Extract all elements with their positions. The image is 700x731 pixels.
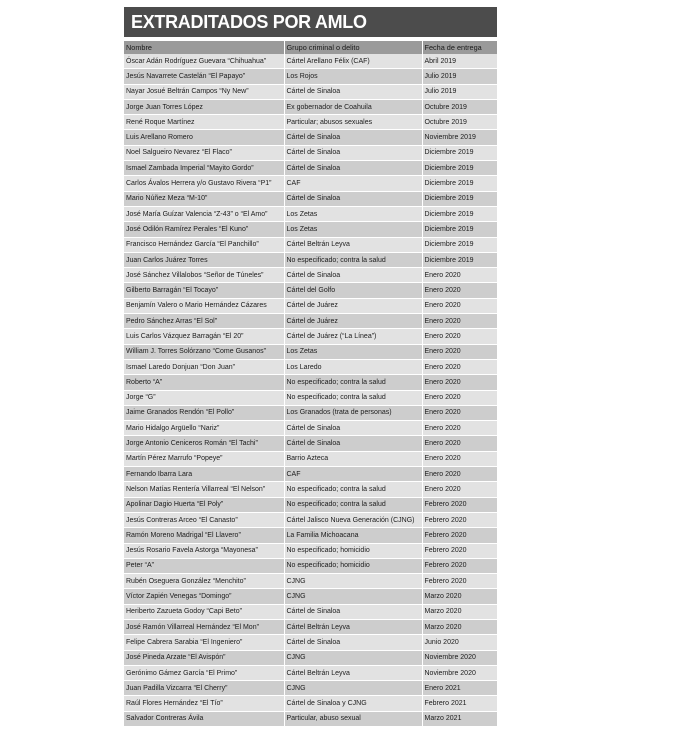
column-header-group: Grupo criminal o delito bbox=[284, 41, 422, 54]
cell-name: Rubén Oseguera González “Menchito” bbox=[124, 574, 284, 589]
cell-criminal-group: Los Zetas bbox=[284, 344, 422, 359]
column-header-name: Nombre bbox=[124, 41, 284, 54]
cell-criminal-group: Cártel de Sinaloa bbox=[284, 191, 422, 206]
cell-delivery-date: Febrero 2020 bbox=[422, 512, 497, 527]
cell-delivery-date: Enero 2020 bbox=[422, 451, 497, 466]
cell-name: William J. Torres Solórzano “Come Gusanos” bbox=[124, 344, 284, 359]
table-row bbox=[124, 375, 497, 390]
cell-name: Benjamín Valero o Mario Hernández Cázares bbox=[124, 298, 284, 313]
table-row bbox=[124, 268, 497, 283]
cell-delivery-date: Octubre 2019 bbox=[422, 99, 497, 114]
cell-name: José Sánchez Villalobos “Señor de Túneles” bbox=[124, 268, 284, 283]
cell-delivery-date: Enero 2020 bbox=[422, 375, 497, 390]
table-row bbox=[124, 130, 497, 145]
cell-delivery-date: Enero 2020 bbox=[422, 390, 497, 405]
cell-delivery-date: Marzo 2021 bbox=[422, 711, 497, 726]
cell-name: Jorge “G” bbox=[124, 390, 284, 405]
cell-delivery-date: Enero 2020 bbox=[422, 405, 497, 420]
cell-criminal-group: No especificado; homicidio bbox=[284, 558, 422, 573]
table-row bbox=[124, 497, 497, 512]
cell-criminal-group: Cártel de Sinaloa bbox=[284, 436, 422, 451]
table-row bbox=[124, 543, 497, 558]
table-row bbox=[124, 390, 497, 405]
cell-name: Mario Hidalgo Argüello “Nariz” bbox=[124, 421, 284, 436]
cell-name: Gilberto Barragán “El Tocayo” bbox=[124, 283, 284, 298]
table-row bbox=[124, 421, 497, 436]
cell-name: Juan Padilla Vizcarra “El Cherry” bbox=[124, 681, 284, 696]
cell-criminal-group: Cártel de Sinaloa bbox=[284, 84, 422, 99]
cell-delivery-date: Diciembre 2019 bbox=[422, 176, 497, 191]
cell-name: Carlos Ávalos Herrera y/o Gustavo Rivera “P1” bbox=[124, 176, 284, 191]
cell-criminal-group: La Familia Michoacana bbox=[284, 528, 422, 543]
cell-name: Jesús Navarrete Castelán “El Papayo” bbox=[124, 69, 284, 84]
cell-name: Mario Núñez Meza “M-10” bbox=[124, 191, 284, 206]
table-body bbox=[124, 54, 497, 727]
cell-name: Juan Carlos Juárez Torres bbox=[124, 252, 284, 267]
cell-criminal-group: No especificado; contra la salud bbox=[284, 375, 422, 390]
cell-criminal-group: No especificado; contra la salud bbox=[284, 497, 422, 512]
cell-name: José Pineda Arzate “El Avispón” bbox=[124, 650, 284, 665]
cell-delivery-date: Octubre 2019 bbox=[422, 115, 497, 130]
table-row bbox=[124, 99, 497, 114]
cell-name: Noel Salgueiro Nevarez “El Flaco” bbox=[124, 145, 284, 160]
cell-delivery-date: Marzo 2020 bbox=[422, 589, 497, 604]
cell-delivery-date: Diciembre 2019 bbox=[422, 206, 497, 221]
table-row bbox=[124, 696, 497, 711]
cell-delivery-date: Enero 2020 bbox=[422, 436, 497, 451]
cell-delivery-date: Diciembre 2019 bbox=[422, 222, 497, 237]
table-row bbox=[124, 436, 497, 451]
cell-name: Jorge Juan Torres López bbox=[124, 99, 284, 114]
cell-delivery-date: Enero 2020 bbox=[422, 329, 497, 344]
table-row bbox=[124, 54, 497, 69]
table-row bbox=[124, 665, 497, 680]
cell-criminal-group: Cártel Arellano Félix (CAF) bbox=[284, 54, 422, 69]
cell-criminal-group: Los Granados (trata de personas) bbox=[284, 405, 422, 420]
cell-delivery-date: Marzo 2020 bbox=[422, 619, 497, 634]
cell-delivery-date: Enero 2020 bbox=[422, 421, 497, 436]
table-row bbox=[124, 405, 497, 420]
cell-criminal-group: Cártel de Sinaloa bbox=[284, 268, 422, 283]
cell-name: Roberto “A” bbox=[124, 375, 284, 390]
cell-criminal-group: Cártel de Sinaloa y CJNG bbox=[284, 696, 422, 711]
cell-delivery-date: Noviembre 2020 bbox=[422, 665, 497, 680]
cell-name: Salvador Contreras Ávila bbox=[124, 711, 284, 726]
table-row bbox=[124, 237, 497, 252]
table-row bbox=[124, 359, 497, 374]
cell-name: Heriberto Zazueta Godoy “Capi Beto” bbox=[124, 604, 284, 619]
table-row bbox=[124, 176, 497, 191]
table-row bbox=[124, 84, 497, 99]
cell-criminal-group: Particular, abuso sexual bbox=[284, 711, 422, 726]
cell-criminal-group: Cártel de Sinaloa bbox=[284, 130, 422, 145]
cell-name: Francisco Hernández García “El Panchillo” bbox=[124, 237, 284, 252]
cell-criminal-group: CJNG bbox=[284, 574, 422, 589]
cell-delivery-date: Enero 2020 bbox=[422, 467, 497, 482]
cell-criminal-group: Cártel de Sinaloa bbox=[284, 161, 422, 176]
cell-criminal-group: CJNG bbox=[284, 589, 422, 604]
table-row bbox=[124, 650, 497, 665]
cell-delivery-date: Julio 2019 bbox=[422, 84, 497, 99]
cell-delivery-date: Febrero 2021 bbox=[422, 696, 497, 711]
cell-criminal-group: Cártel de Sinaloa bbox=[284, 604, 422, 619]
cell-name: Jaime Granados Rendón “El Pollo” bbox=[124, 405, 284, 420]
cell-delivery-date: Diciembre 2019 bbox=[422, 252, 497, 267]
table-row bbox=[124, 206, 497, 221]
cell-criminal-group: Cártel de Sinaloa bbox=[284, 421, 422, 436]
cell-name: Gerónimo Gámez García “El Primo” bbox=[124, 665, 284, 680]
cell-criminal-group: No especificado; contra la salud bbox=[284, 252, 422, 267]
cell-criminal-group: Los Zetas bbox=[284, 222, 422, 237]
cell-criminal-group: CJNG bbox=[284, 681, 422, 696]
cell-delivery-date: Noviembre 2020 bbox=[422, 650, 497, 665]
cell-name: Óscar Adán Rodríguez Guevara “Chihuahua” bbox=[124, 54, 284, 69]
extradition-table-graphic bbox=[124, 7, 497, 727]
table-row bbox=[124, 512, 497, 527]
cell-delivery-date: Diciembre 2019 bbox=[422, 237, 497, 252]
table-row bbox=[124, 528, 497, 543]
table-row bbox=[124, 635, 497, 650]
cell-delivery-date: Enero 2020 bbox=[422, 268, 497, 283]
cell-criminal-group: Cártel Beltrán Leyva bbox=[284, 619, 422, 634]
table-row bbox=[124, 574, 497, 589]
table-row bbox=[124, 558, 497, 573]
cell-name: Pedro Sánchez Arras “El Sol” bbox=[124, 314, 284, 329]
cell-criminal-group: Cártel del Golfo bbox=[284, 283, 422, 298]
cell-name: José Ramón Villarreal Hernández “El Mon” bbox=[124, 619, 284, 634]
cell-delivery-date: Enero 2020 bbox=[422, 359, 497, 374]
table-row bbox=[124, 604, 497, 619]
cell-criminal-group: Cártel de Sinaloa bbox=[284, 635, 422, 650]
table-row bbox=[124, 145, 497, 160]
cell-delivery-date: Enero 2020 bbox=[422, 314, 497, 329]
table-row bbox=[124, 344, 497, 359]
cell-name: Felipe Cabrera Sarabia “El Ingeniero” bbox=[124, 635, 284, 650]
cell-criminal-group: Cártel Beltrán Leyva bbox=[284, 237, 422, 252]
cell-criminal-group: Cártel de Juárez bbox=[284, 314, 422, 329]
cell-delivery-date: Marzo 2020 bbox=[422, 604, 497, 619]
cell-delivery-date: Febrero 2020 bbox=[422, 497, 497, 512]
cell-name: Peter “A” bbox=[124, 558, 284, 573]
table-row bbox=[124, 619, 497, 634]
cell-name: Ramón Moreno Madrigal “El Llavero” bbox=[124, 528, 284, 543]
table-row bbox=[124, 467, 497, 482]
cell-delivery-date: Febrero 2020 bbox=[422, 528, 497, 543]
cell-delivery-date: Enero 2020 bbox=[422, 298, 497, 313]
cell-name: Nelson Matías Rentería Villarreal “El Nelson” bbox=[124, 482, 284, 497]
cell-criminal-group: Particular; abusos sexuales bbox=[284, 115, 422, 130]
column-header-date: Fecha de entrega bbox=[422, 41, 497, 54]
cell-name: Nayar Josué Beltrán Campos “Ny New” bbox=[124, 84, 284, 99]
table-title: EXTRADITADOS POR AMLO bbox=[124, 7, 497, 37]
cell-criminal-group: Los Zetas bbox=[284, 206, 422, 221]
cell-criminal-group: No especificado; contra la salud bbox=[284, 482, 422, 497]
cell-name: Jesús Contreras Arceo “El Canasto” bbox=[124, 512, 284, 527]
cell-name: Apolinar Dagio Huerta “El Poly” bbox=[124, 497, 284, 512]
cell-delivery-date: Junio 2020 bbox=[422, 635, 497, 650]
table-row bbox=[124, 451, 497, 466]
table-row bbox=[124, 589, 497, 604]
table-row bbox=[124, 222, 497, 237]
cell-name: José María Guízar Valencia “Z-43” o “El Amo” bbox=[124, 206, 284, 221]
table-row bbox=[124, 298, 497, 313]
cell-criminal-group: CAF bbox=[284, 467, 422, 482]
cell-criminal-group: No especificado; homicidio bbox=[284, 543, 422, 558]
table-row bbox=[124, 329, 497, 344]
table-row bbox=[124, 191, 497, 206]
cell-criminal-group: Cártel de Juárez (“La Línea”) bbox=[284, 329, 422, 344]
cell-delivery-date: Enero 2021 bbox=[422, 681, 497, 696]
cell-delivery-date: Febrero 2020 bbox=[422, 574, 497, 589]
table-row bbox=[124, 115, 497, 130]
cell-name: Ismael Laredo Donjuan “Don Juan” bbox=[124, 359, 284, 374]
cell-name: Martín Pérez Marrufo “Popeye” bbox=[124, 451, 284, 466]
cell-name: Raúl Flores Hernández “El Tío” bbox=[124, 696, 284, 711]
cell-name: Jorge Antonio Ceniceros Román “El Tachi” bbox=[124, 436, 284, 451]
cell-delivery-date: Enero 2020 bbox=[422, 283, 497, 298]
table-row bbox=[124, 681, 497, 696]
table-row bbox=[124, 69, 497, 84]
cell-delivery-date: Enero 2020 bbox=[422, 344, 497, 359]
cell-criminal-group: Cártel de Sinaloa bbox=[284, 145, 422, 160]
cell-criminal-group: No especificado; contra la salud bbox=[284, 390, 422, 405]
table-row bbox=[124, 711, 497, 726]
cell-delivery-date: Diciembre 2019 bbox=[422, 161, 497, 176]
cell-delivery-date: Diciembre 2019 bbox=[422, 191, 497, 206]
cell-name: Ismael Zambada Imperial “Mayito Gordo” bbox=[124, 161, 284, 176]
cell-delivery-date: Julio 2019 bbox=[422, 69, 497, 84]
cell-criminal-group: Ex gobernador de Coahuila bbox=[284, 99, 422, 114]
cell-name: Fernando Ibarra Lara bbox=[124, 467, 284, 482]
table-row bbox=[124, 252, 497, 267]
cell-name: José Odilón Ramírez Perales “El Kuno” bbox=[124, 222, 284, 237]
cell-criminal-group: CAF bbox=[284, 176, 422, 191]
table-row bbox=[124, 482, 497, 497]
cell-delivery-date: Enero 2020 bbox=[422, 482, 497, 497]
cell-criminal-group: CJNG bbox=[284, 650, 422, 665]
cell-criminal-group: Cártel Beltrán Leyva bbox=[284, 665, 422, 680]
table-header-row bbox=[124, 41, 497, 54]
cell-criminal-group: Barrio Azteca bbox=[284, 451, 422, 466]
cell-delivery-date: Febrero 2020 bbox=[422, 543, 497, 558]
cell-delivery-date: Febrero 2020 bbox=[422, 558, 497, 573]
table-row bbox=[124, 283, 497, 298]
cell-criminal-group: Cártel de Juárez bbox=[284, 298, 422, 313]
cell-delivery-date: Diciembre 2019 bbox=[422, 145, 497, 160]
table-row bbox=[124, 161, 497, 176]
cell-delivery-date: Noviembre 2019 bbox=[422, 130, 497, 145]
table-row bbox=[124, 314, 497, 329]
cell-criminal-group: Cártel Jalisco Nueva Generación (CJNG) bbox=[284, 512, 422, 527]
cell-name: Jesús Rosario Favela Astorga “Mayonesa” bbox=[124, 543, 284, 558]
extradition-table bbox=[124, 41, 497, 727]
cell-name: Luis Carlos Vázquez Barragán “El 20” bbox=[124, 329, 284, 344]
cell-name: René Roque Martínez bbox=[124, 115, 284, 130]
cell-name: Víctor Zapién Venegas “Domingo” bbox=[124, 589, 284, 604]
cell-delivery-date: Abril 2019 bbox=[422, 54, 497, 69]
cell-criminal-group: Los Laredo bbox=[284, 359, 422, 374]
cell-name: Luis Arellano Romero bbox=[124, 130, 284, 145]
cell-criminal-group: Los Rojos bbox=[284, 69, 422, 84]
